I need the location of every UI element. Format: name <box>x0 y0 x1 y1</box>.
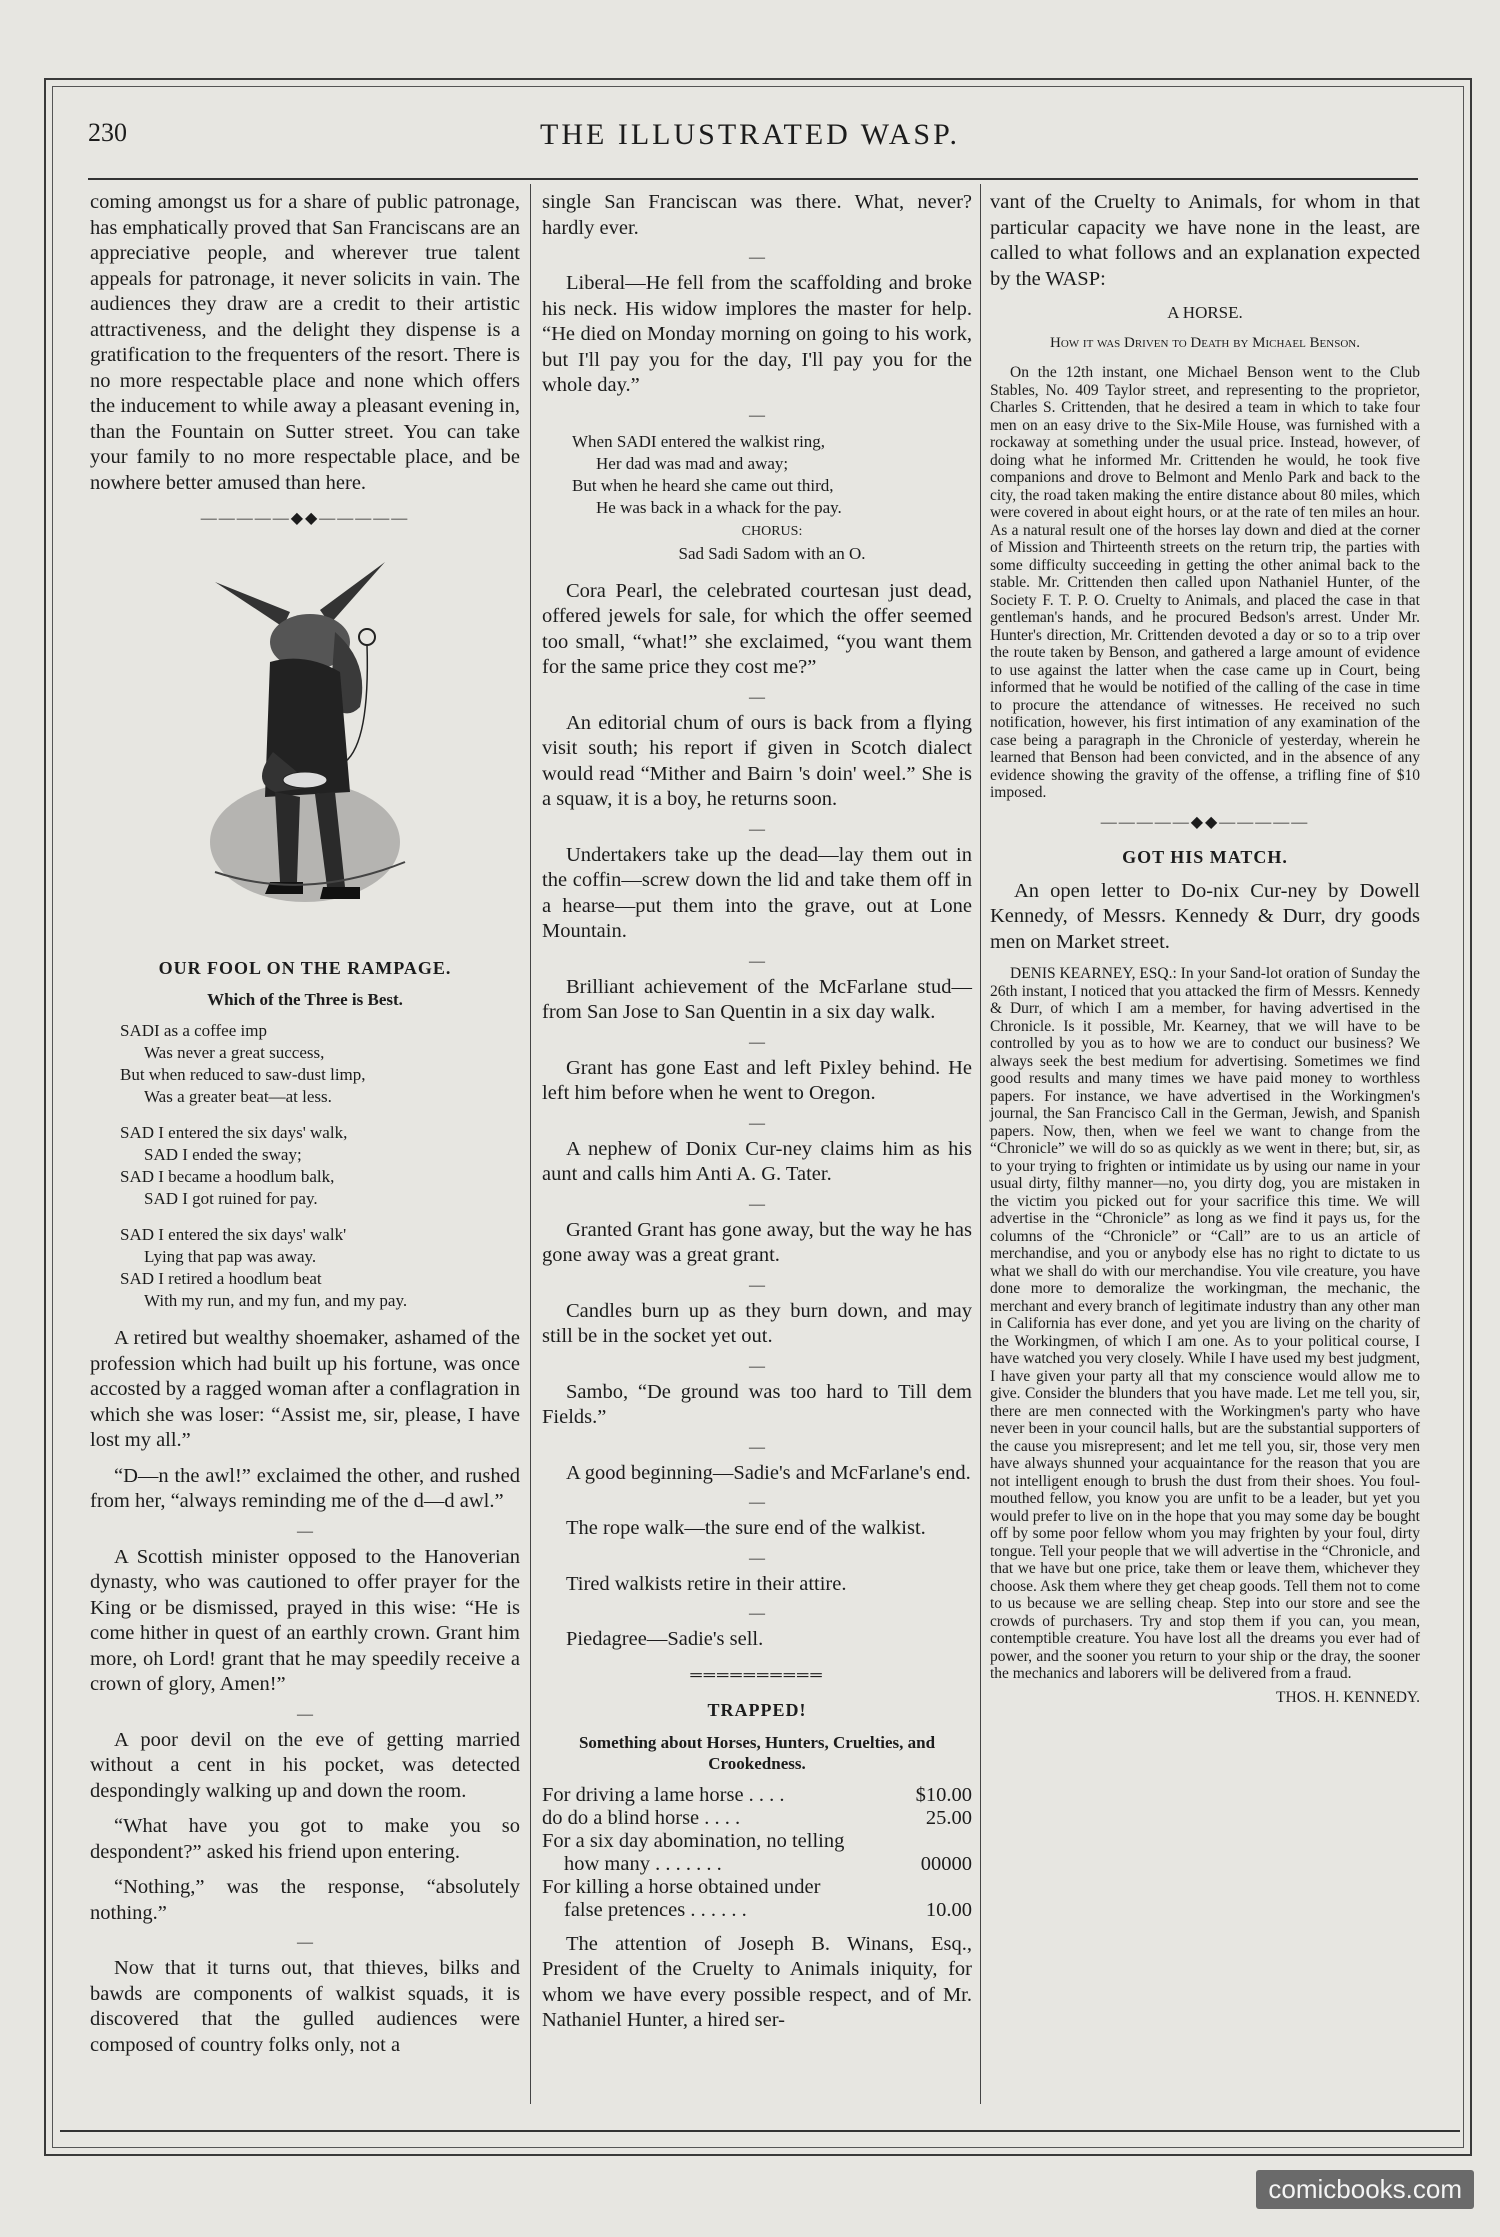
article-paragraph: vant of the Cruelty to Animals, for whom in that particular capacity we have none in the least, are called to what follows and an explanation expected by the WASP: <box>990 191 1420 290</box>
dash-divider: — <box>749 1276 765 1294</box>
letter-signature: THOS. H. KENNEDY. <box>1276 1688 1420 1706</box>
open-letter <box>990 965 1420 1706</box>
verse-line: SAD I entered the six days' walk' <box>120 1225 347 1244</box>
verse-stanza-1 <box>120 1020 520 1108</box>
verse-line: Was never a great success, <box>144 1043 325 1062</box>
article-paragraph: Brilliant achievement of the McFarlane stud—from San Jose to San Quentin in a six day walk. <box>542 975 972 1023</box>
article-paragraph: A poor devil on the eve of getting married without a cent in his pocket, was detected despondingly walking up and down the room. <box>90 1728 520 1802</box>
dash-divider: — <box>297 1705 313 1723</box>
article-paragraph: A Scottish minister opposed to the Hanoverian dynasty, who was cautioned to offer prayer for the King or be dismissed, prayed in this wise: “He is come hither in quest of an earthly crown. Grant him more, oh Lord! grant that he may speedily receive a crown of glory, Amen!” <box>90 1545 520 1695</box>
page-number: 230 <box>88 118 127 147</box>
article-paragraph: On the 12th instant, one Michael Benson went to the Club Stables, No. 409 Taylor street, and representing to the proprietor, Charles S. Crittenden, that he desired a team in which to take four men on an easy drive to the Six-Mile House, was furnished with a rockaway at something under the usual price. Instead, however, of doing what he informed Mr. Crittenden he would, he took five companions and drove to Belmont and Menlo Park and back to the city, the road taken making the entire distance about 80 miles, which were covered in about eight hours, or at the rate of ten miles an hour. As a natural result one of the horses lay down and died at the corner of Mission and Thirteenth streets on the return trip, the parties with some difficulty succeeding in getting the other animal back to the stable. Mr. Crittenden then called upon Nathaniel Hunter, of the Society F. T. P. O. Cruelty to Animals, and placed the case in that gentleman's hands, and he procured Bedson's arrest. Under Mr. Hunter's direction, Mr. Crittenden devoted a day or so to a trip over the route taken by Benson, and gathered a large amount of evidence to use against the latter when the case came up in Court, being informed that he would be notified of the calling of the case in time to procure the attendance of witnesses. He received no such notification, however, his first intimation of any examination of the case being a paragraph in the Chronicle of yesterday, wherein he learned that Benson had been convicted, and in the absence of any evidence showing the gravity of the offense, a trifling fine of $10 imposed. <box>990 364 1420 801</box>
verse-stanza-2 <box>120 1122 520 1210</box>
article-paragraph: Granted Grant has gone away, but the way he has gone away was a great grant. <box>542 1218 972 1266</box>
dash-divider: — <box>749 1357 765 1375</box>
article-paragraph: “D—n the awl!” exclaimed the other, and rushed from her, “always reminding me of the d—d awl.” <box>90 1464 520 1512</box>
article-paragraph: An open letter to Do-nix Cur-ney by Dowell Kennedy, of Messrs. Kennedy & Durr, dry goods men on Market street. <box>990 879 1420 953</box>
horse-subtitle: How it was Driven to Death by Michael Benson. <box>1050 335 1360 351</box>
dash-divider: — <box>749 952 765 970</box>
column-rule-2 <box>980 184 981 2104</box>
verse-title: Which of the Three is Best. <box>207 990 403 1009</box>
article-paragraph: Candles burn up as they burn down, and may still be in the socket yet out. <box>542 1299 972 1347</box>
donkey-fool-cartoon <box>155 542 455 942</box>
column-rule-1 <box>530 184 531 2104</box>
article-paragraph: A nephew of Donix Cur-ney claims him as his aunt and calls him Anti A. G. Tater. <box>542 1137 972 1185</box>
dash-divider: — <box>749 1549 765 1567</box>
horse-article <box>990 364 1420 802</box>
price-row: For a six day abomination, no telling <box>542 1829 845 1852</box>
article-paragraph: Piedagree—Sadie's sell. <box>566 1628 764 1650</box>
article-paragraph: Now that it turns out, that thieves, bilks and bawds are components of walkist squads, it is discovered that the gulled audiences were composed of country folks only, not a <box>90 1957 520 2056</box>
article-paragraph: A retired but wealthy shoemaker, ashamed of the profession which had built up his fortune, was once accosted by a ragged woman after a conflagration in which she was loser: “Assist me, sir, please, I have lost my all.” <box>90 1327 520 1451</box>
verse-line: SAD I entered the six days' walk, <box>120 1123 348 1142</box>
verse-line: Her dad was mad and away; <box>596 453 789 473</box>
article-paragraph: “What have you got to make you so despondent?” asked his friend upon entering. <box>90 1815 520 1863</box>
ornament-divider: —————◆◆————— <box>1100 813 1310 831</box>
footer-rule <box>60 2130 1460 2132</box>
verse-line: SADI as a coffee imp <box>120 1021 267 1040</box>
price-row: false pretences . . . . . . 10.00 <box>564 1898 972 1921</box>
horse-title: A HORSE. <box>1167 303 1243 322</box>
article-paragraph: Liberal—He fell from the scaffolding and broke his neck. His widow implores the master for help. “He died on Monday morning on going to his work, but I'll pay you for the day, I'll pay you for the whole day.” <box>542 272 972 396</box>
dash-divider: — <box>749 1494 765 1511</box>
watermark: comicbooks.com <box>1256 2170 1474 2209</box>
verse-line: Was a greater beat—at less. <box>144 1087 332 1106</box>
verse-line: SAD I got ruined for pay. <box>144 1189 318 1208</box>
price-row: For driving a lame horse . . . . $10.00 <box>542 1783 972 1806</box>
price-row: do do a blind horse . . . . 25.00 <box>542 1806 972 1829</box>
verse-stanza-3 <box>120 1224 520 1312</box>
match-title: GOT HIS MATCH. <box>1122 847 1288 867</box>
dash-divider: — <box>749 1195 765 1213</box>
dash-divider: — <box>297 1934 313 1951</box>
dash-divider: — <box>749 1438 765 1456</box>
dash-divider: — <box>749 1114 765 1132</box>
dash-divider: — <box>749 406 765 424</box>
article-paragraph: single San Franciscan was there. What, never? hardly ever. <box>542 191 972 239</box>
article-paragraph: Cora Pearl, the celebrated courtesan just dead, offered jewels for sale, for which the offer seemed too small, “what!” she exclaimed, “you want them for the same price they cost me?” <box>542 579 972 678</box>
dash-divider: — <box>297 1522 313 1540</box>
verse-line: SAD I ended the sway; <box>144 1145 302 1164</box>
article-paragraph: Sambo, “De ground was too hard to Till dem Fields.” <box>542 1380 972 1428</box>
verse-line: Lying that pap was away. <box>144 1247 317 1266</box>
verse-line: But when reduced to saw-dust limp, <box>120 1065 366 1084</box>
verse-line: With my run, and my fun, and my pay. <box>144 1291 408 1310</box>
verse-line: When SADI entered the walkist ring, <box>572 431 826 451</box>
trapped-subtitle: Something about Horses, Hunters, Cruelties, and Crookedness. <box>578 1732 936 1773</box>
column-1 <box>90 190 520 2068</box>
cartoon-title: OUR FOOL ON THE RAMPAGE. <box>158 957 452 978</box>
article-paragraph: The attention of Joseph B. Winans, Esq., President of the Cruelty to Animals iniquity, for whom we have every possible respect, and of Mr. Nathaniel Hunter, a hired ser- <box>542 1932 972 2031</box>
dash-divider: — <box>749 820 765 838</box>
price-row: For killing a horse obtained under <box>542 1875 821 1898</box>
verse-line: SAD I became a hoodlum balk, <box>120 1167 335 1186</box>
chorus-label: CHORUS: <box>741 523 803 539</box>
verse-line: SAD I retired a hoodlum beat <box>120 1269 322 1288</box>
dash-divider: — <box>749 1033 765 1051</box>
article-paragraph: “Nothing,” was the response, “absolutely nothing.” <box>90 1876 520 1924</box>
verse-stanza <box>572 431 972 565</box>
column-3 <box>990 190 1420 1712</box>
column-2 <box>542 190 972 2044</box>
letter-body: DENIS KEARNEY, ESQ.: In your Sand-lot oration of Sunday the 26th instant, I noticed that you attacked the firm of Messrs. Kennedy & Durr, of which I am a member, for having advertised in the Chronicle. Is it possible, Mr. Kearney, that we will have to be controlled by you as to how we are to conduct our business? We always seek the best medium for advertising. Sometimes we find good results and many times we have paid money to worthless papers. For instance, we have advertised in the Workingmen's journal, the San Francisco Call in the German, Jewish, and Spanish papers. Now, then, when we feel we want to change from the “Chronicle” we will do so as quickly as we went in there; but, sir, as to your trying to frighten or intimidate us by using our name in your usual dirty, filthy manner—no, you dirty dog, you are mistaken in the victim you picked out for your sacrifice this time. We will advertise in the “Chronicle” as long as we find it pays us, for the columns of the “Chronicle” or “Call” are to us an article of merchandise, and you or anybody else has no right to dictate to us what we shall do with our merchandise. You vile creature, you have done more to demoralize the workingman, the mechanic, the merchant and every branch of legitimate industry than any other man in California has ever done, and yet you are living on the charity of the Workingmen, of which I am one. As to your political course, I have watched you very closely. While I have used my best judgment, I have given your party all that my conscience would allow me to give. Consider the blunders that you have made. Let me tell you, sir, there are men connected with the Workingmen's party who have never been in your council halls, but are the substantial supporters of the cause you misrepresent; and let me tell you, sir, those very men have always shunned your acquaintance for the reason that you are not intelligent enough to brush the dust from their shoes. You foul-mouthed fellow, you know you are unfit to be a leader, but yet you would prefer to live on in the hope that you may some day be bought off by some poor fellow whom you may frighten by your foul, dirty tongue. Tell your people that we will advertise in the “Chronicle, and that we have but one price, take them or leave them, whichever they choose. Ask them where they get cheap goods. Tell them not to come to us because we are selling cheap. Step into our store and see the crowds of purchasers. Try and stop them if you can, you mean, contemptible creature. You have lost all the dreams you ever had of power, and the sooner you return to your ship or the dray, the sooner the mechanics and laborers will be delivered from a fraud. <box>990 965 1421 1682</box>
article-paragraph: Grant has gone East and left Pixley behind. He left him before when he went to Oregon. <box>542 1056 972 1104</box>
ornament-divider: —————◆◆————— <box>200 510 410 527</box>
header-rule <box>88 178 1418 180</box>
chorus-line: Sad Sadi Sadom with an O. <box>678 543 866 563</box>
trapped-title: TRAPPED! <box>707 1700 807 1720</box>
masthead-title: THE ILLUSTRATED WASP. <box>540 118 960 151</box>
article-paragraph: A good beginning—Sadie's and McFarlane's end. <box>566 1461 971 1484</box>
dash-divider: — <box>749 688 765 706</box>
ornament-divider: ══════════ <box>690 1666 824 1684</box>
article-paragraph: The rope walk—the sure end of the walkist. <box>566 1517 926 1539</box>
dash-divider: — <box>749 249 765 266</box>
article-paragraph: Tired walkists retire in their attire. <box>566 1572 847 1595</box>
verse-line: But when he heard she came out third, <box>572 475 834 495</box>
verse-line: He was back in a whack for the pay. <box>596 497 842 517</box>
price-row: how many . . . . . . . 00000 <box>564 1852 972 1875</box>
article-paragraph: An editorial chum of ours is back from a flying visit south; his report if given in Scotch dialect would read “Mither and Bairn 's doin' weel.” She is a squaw, it is a boy, he returns soon. <box>542 711 972 810</box>
dash-divider: — <box>749 1605 765 1622</box>
article-paragraph: Undertakers take up the dead—lay them out in the coffin—screw down the lid and take them off in a hearse—put them into the grave, out at Lone Mountain. <box>542 843 972 942</box>
article-paragraph: coming amongst us for a share of public patronage, has emphatically proved that San Franciscans are an appreciative people, and wherever true talent appeals for patronage, it never solicits in vain. The audiences they draw are a credit to their artistic attractiveness, and the delight they dispense is a gratification to the frequenters of the resort. There is no more respectable place and none which offers the inducement to while away a pleasant evening in, than the Fountain on Sutter street. You can take your family to no more respectable place, and be nowhere better amused than here. <box>90 191 520 494</box>
